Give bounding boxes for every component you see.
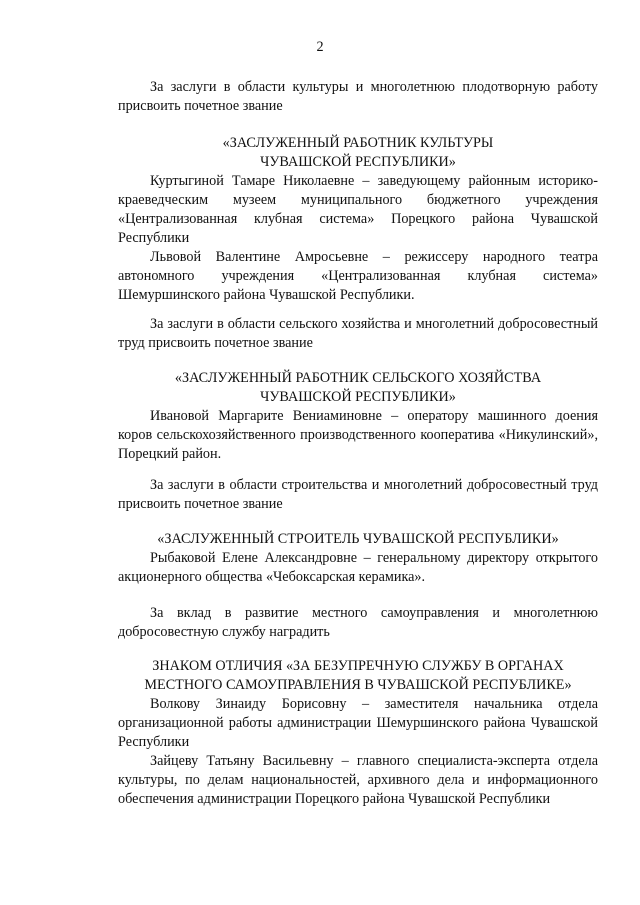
section-culture-awardees <box>118 172 598 305</box>
awardee-paragraph: Зайцеву Татьяну Васильевну – главного специалиста-эксперта отдела культуры, по делам национальностей, архивного дела и информационного обеспечения администрации Порецкого района Чувашской Республики <box>118 753 598 807</box>
award-title-line: «ЗАСЛУЖЕННЫЙ СТРОИТЕЛЬ ЧУВАШСКОЙ РЕСПУБЛИКИ» <box>157 531 559 547</box>
section-local-gov-title <box>118 657 598 695</box>
page-number: 2 <box>316 39 324 55</box>
award-title-line: ЧУВАШСКОЙ РЕСПУБЛИКИ» <box>260 154 456 170</box>
award-title-line: «ЗАСЛУЖЕННЫЙ РАБОТНИК КУЛЬТУРЫ <box>222 135 494 151</box>
awardee-paragraph: Львовой Валентине Амросьевне – режиссеру народного театра автономного учреждения «Централизованная клубная система» Шемуршинского района Чувашской Республики. <box>118 249 598 303</box>
section-culture-intro <box>118 78 598 116</box>
section-intro: За заслуги в области сельского хозяйства и многолетний добросовестный труд присвоить почетное звание <box>118 316 598 351</box>
section-intro: За заслуги в области культуры и многолетнюю плодотворную работу присвоить почетное звание <box>118 79 598 114</box>
section-local-gov-intro <box>118 604 598 642</box>
award-title-line: «ЗАСЛУЖЕННЫЙ РАБОТНИК СЕЛЬСКОГО ХОЗЯЙСТВА <box>174 370 542 386</box>
section-local-gov-awardees <box>118 695 598 809</box>
section-agriculture-title <box>118 369 598 407</box>
section-agriculture-awardees <box>118 407 598 464</box>
section-culture-title <box>118 134 598 172</box>
awardee-paragraph: Куртыгиной Тамаре Николаевне – заведующему районным историко-краеведческим музеем муниципального бюджетного учреждения «Централизованная клубная система» Порецкого района Чувашской Республики <box>118 173 598 246</box>
awardee-paragraph: Волкову Зинаиду Борисовну – заместителя начальника отдела организационной работы администрации Шемуршинского района Чувашской Республики <box>118 696 598 750</box>
section-construction-title <box>118 530 598 549</box>
section-agriculture-intro <box>118 315 598 353</box>
award-title-line: ЧУВАШСКОЙ РЕСПУБЛИКИ» <box>260 389 456 405</box>
award-title-line: МЕСТНОГО САМОУПРАВЛЕНИЯ В ЧУВАШСКОЙ РЕСПУБЛИКЕ» <box>144 677 572 693</box>
section-intro: За вклад в развитие местного самоуправления и многолетнюю добросовестную службу наградить <box>118 605 598 640</box>
award-title-line: ЗНАКОМ ОТЛИЧИЯ «ЗА БЕЗУПРЕЧНУЮ СЛУЖБУ В ОРГАНАХ <box>152 658 564 674</box>
section-construction-intro <box>118 476 598 514</box>
awardee-paragraph: Рыбаковой Елене Александровне – генеральному директору открытого акционерного общества «Чебоксарская керамика». <box>118 550 598 585</box>
section-intro: За заслуги в области строительства и многолетний добросовестный труд присвоить почетное звание <box>118 477 598 512</box>
section-construction-awardees <box>118 549 598 587</box>
awardee-paragraph: Ивановой Маргарите Вениаминовне – оператору машинного доения коров сельскохозяйственного производственного кооператива «Никулинский», Порецкий район. <box>118 408 598 462</box>
